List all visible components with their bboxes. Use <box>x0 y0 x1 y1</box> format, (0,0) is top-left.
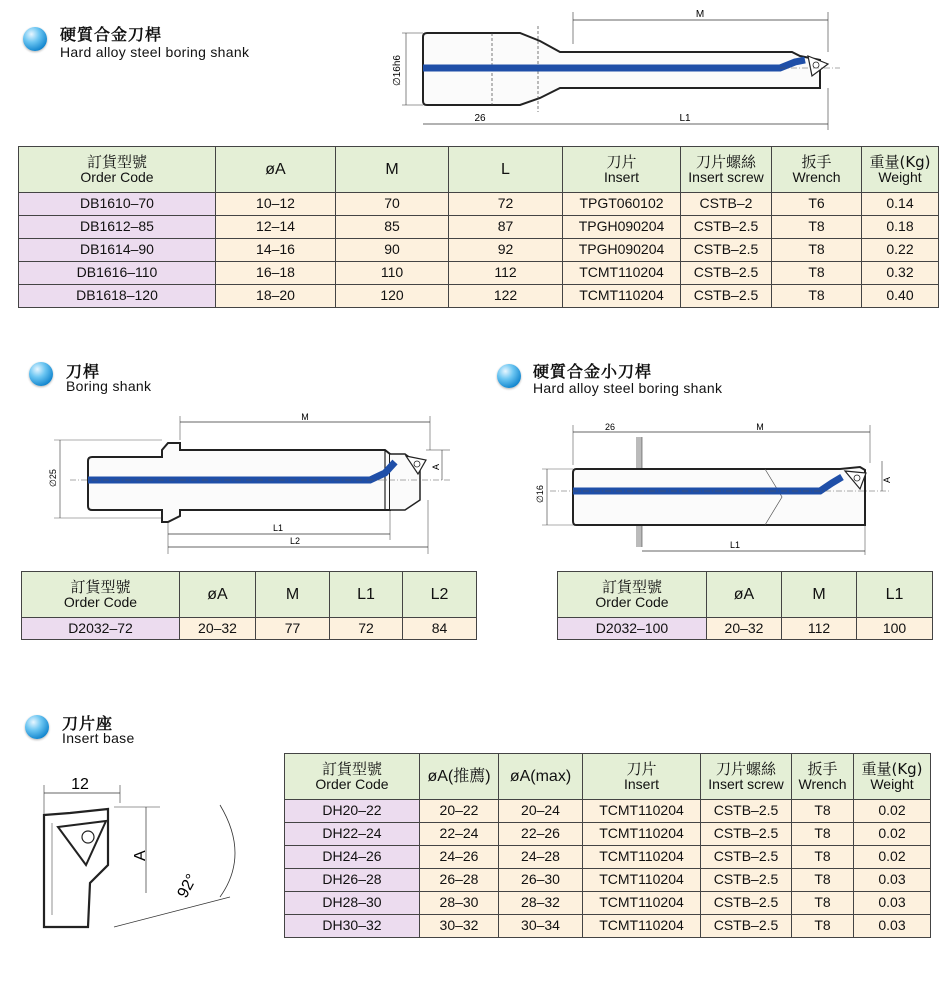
table-row <box>22 618 477 640</box>
order-code-cell: DH22–24 <box>285 823 420 846</box>
header-label: Wrench <box>798 776 847 793</box>
header-label: 刀片螺絲 <box>715 759 776 778</box>
header-insert <box>563 147 681 193</box>
dim-l1-label: L1 <box>679 113 691 124</box>
table-cell: T8 <box>772 239 862 262</box>
header-label: Insert <box>623 776 659 793</box>
table-cell: 12–14 <box>216 216 336 239</box>
table-cell: 20–32 <box>707 618 782 640</box>
header-label: 訂貨型號 <box>70 577 131 596</box>
table-row <box>285 892 931 915</box>
header-diameter-recommended <box>420 754 499 800</box>
section4-title-en: Insert base <box>62 730 135 746</box>
section4-title-cn: 刀片座 <box>62 714 114 733</box>
header-diameter <box>216 147 336 193</box>
table-header-row <box>558 572 933 618</box>
order-code-cell: DH24–26 <box>285 846 420 869</box>
table-cell: 70 <box>336 193 449 216</box>
header-label: M <box>812 585 826 603</box>
header-m <box>782 572 857 618</box>
header-label: L1 <box>357 585 375 603</box>
dim-l1-label: L1 <box>272 523 284 533</box>
table-cell: TPGH090204 <box>563 239 681 262</box>
header-label: Order Code <box>315 776 389 793</box>
dim-12-label: 12 <box>71 776 89 793</box>
header-l1 <box>330 572 403 618</box>
table-cell: CSTB–2.5 <box>681 239 772 262</box>
table-cell: 110 <box>336 262 449 285</box>
dim-m-label: M <box>756 422 764 432</box>
table-cell: T8 <box>792 800 854 823</box>
table-cell: TCMT110204 <box>583 892 701 915</box>
table-cell: T8 <box>772 285 862 308</box>
order-code-cell: DB1618–120 <box>19 285 216 308</box>
table-cell: T8 <box>792 823 854 846</box>
table-cell: 100 <box>857 618 933 640</box>
section2-spec-table <box>21 571 477 640</box>
table-cell: 72 <box>330 618 403 640</box>
table-cell: 0.03 <box>854 915 931 938</box>
table-cell: 120 <box>336 285 449 308</box>
table-cell: 90 <box>336 239 449 262</box>
table-cell: 112 <box>782 618 857 640</box>
dim-m-label: M <box>301 412 309 422</box>
table-cell: 14–16 <box>216 239 336 262</box>
table-cell: 28–30 <box>420 892 499 915</box>
table-cell: 0.03 <box>854 869 931 892</box>
table-cell: 0.02 <box>854 823 931 846</box>
table-cell: 84 <box>403 618 477 640</box>
header-insert <box>583 754 701 800</box>
table-cell: TCMT110204 <box>563 285 681 308</box>
header-label: L1 <box>885 585 904 603</box>
table-cell: T8 <box>792 869 854 892</box>
table-row <box>558 618 933 640</box>
dim-d-label: ∅16 <box>535 485 545 503</box>
table-cell: 24–28 <box>499 846 583 869</box>
table-cell: CSTB–2 <box>681 193 772 216</box>
header-wrench <box>792 754 854 800</box>
section3-spec-table <box>557 571 933 640</box>
header-diameter <box>180 572 256 618</box>
header-label: L2 <box>430 585 449 603</box>
header-label: øA <box>265 160 286 178</box>
header-label: 訂貨型號 <box>601 577 662 596</box>
header-label: 刀片 <box>606 152 637 171</box>
section1-spec-table <box>18 146 939 308</box>
table-cell: CSTB–2.5 <box>681 285 772 308</box>
header-label: Weight <box>878 169 922 186</box>
table-cell: T8 <box>792 915 854 938</box>
dim-26-label: 26 <box>474 113 486 124</box>
table-cell: 0.02 <box>854 846 931 869</box>
table-cell: 0.14 <box>862 193 939 216</box>
header-label: 重量(Kg) <box>861 759 923 778</box>
section2-title-cn: 刀桿 <box>66 362 101 381</box>
table-cell: TCMT110204 <box>583 823 701 846</box>
section-bullet-icon <box>25 715 49 739</box>
table-row <box>285 800 931 823</box>
section1-title-cn: 硬質合金刀桿 <box>60 25 163 44</box>
order-code-cell: D2032–100 <box>558 618 707 640</box>
header-label: Order Code <box>595 594 669 611</box>
table-cell: CSTB–2.5 <box>701 915 792 938</box>
table-cell: 72 <box>449 193 563 216</box>
table-cell: 20–32 <box>180 618 256 640</box>
table-cell: CSTB–2.5 <box>681 216 772 239</box>
table-cell: 30–34 <box>499 915 583 938</box>
section3-title-cn: 硬質合金小刀桿 <box>533 362 653 381</box>
table-cell: 30–32 <box>420 915 499 938</box>
table-header-row <box>19 147 939 193</box>
header-insert-screw <box>701 754 792 800</box>
table-cell: 22–24 <box>420 823 499 846</box>
table-header-row <box>285 754 931 800</box>
header-label: Wrench <box>792 169 841 186</box>
section-bullet-icon <box>29 362 53 386</box>
table-cell: 85 <box>336 216 449 239</box>
table-cell: 26–28 <box>420 869 499 892</box>
order-code-cell: D2032–72 <box>22 618 180 640</box>
table-cell: 0.32 <box>862 262 939 285</box>
table-cell: 87 <box>449 216 563 239</box>
header-label: 扳手 <box>807 759 838 778</box>
table-cell: TPGT060102 <box>563 193 681 216</box>
table-cell: 122 <box>449 285 563 308</box>
table-cell: 24–26 <box>420 846 499 869</box>
section2-shank-diagram <box>40 410 470 560</box>
table-row <box>285 915 931 938</box>
table-cell: T8 <box>772 216 862 239</box>
section-bullet-icon <box>23 27 47 51</box>
dim-l1-label: L1 <box>729 540 741 550</box>
table-row <box>285 869 931 892</box>
section3-shank-diagram <box>530 415 900 555</box>
header-diameter-max <box>499 754 583 800</box>
order-code-cell: DB1616–110 <box>19 262 216 285</box>
header-m <box>256 572 330 618</box>
dim-26-label: 26 <box>604 422 616 432</box>
table-cell: 28–32 <box>499 892 583 915</box>
header-order-code <box>558 572 707 618</box>
table-cell: 26–30 <box>499 869 583 892</box>
table-cell: CSTB–2.5 <box>701 892 792 915</box>
table-cell: TCMT110204 <box>583 869 701 892</box>
header-weight <box>854 754 931 800</box>
table-cell: 92 <box>449 239 563 262</box>
table-cell: TCMT110204 <box>563 262 681 285</box>
table-cell: 0.40 <box>862 285 939 308</box>
table-row <box>285 823 931 846</box>
table-cell: TCMT110204 <box>583 846 701 869</box>
table-row <box>19 216 939 239</box>
table-cell: 16–18 <box>216 262 336 285</box>
table-cell: T8 <box>772 262 862 285</box>
table-cell: 22–26 <box>499 823 583 846</box>
header-label: 訂貨型號 <box>86 152 147 171</box>
header-m <box>336 147 449 193</box>
header-label: Order Code <box>80 169 154 186</box>
header-wrench <box>772 147 862 193</box>
dim-a-label: A <box>431 463 441 470</box>
header-insert-screw <box>681 147 772 193</box>
header-label: 刀片 <box>626 759 657 778</box>
section4-insert-base-diagram <box>30 765 250 945</box>
table-cell: T6 <box>772 193 862 216</box>
table-cell: 20–24 <box>499 800 583 823</box>
header-label: Order Code <box>63 594 138 611</box>
header-l <box>449 147 563 193</box>
table-cell: 0.03 <box>854 892 931 915</box>
header-label: Weight <box>870 776 914 793</box>
header-label: øA <box>733 585 755 603</box>
table-cell: CSTB–2.5 <box>701 800 792 823</box>
section1-shank-diagram <box>380 4 850 134</box>
table-cell: 0.22 <box>862 239 939 262</box>
table-cell: TPGH090204 <box>563 216 681 239</box>
table-cell: CSTB–2.5 <box>701 823 792 846</box>
dim-angle-label: 92° <box>174 871 201 901</box>
header-label: M <box>385 160 399 178</box>
table-cell: 77 <box>256 618 330 640</box>
header-label: Insert screw <box>708 776 784 793</box>
order-code-cell: DH30–32 <box>285 915 420 938</box>
table-cell: 0.02 <box>854 800 931 823</box>
order-code-cell: DH28–30 <box>285 892 420 915</box>
table-cell: 10–12 <box>216 193 336 216</box>
order-code-cell: DH20–22 <box>285 800 420 823</box>
table-cell: 20–22 <box>420 800 499 823</box>
header-weight <box>862 147 939 193</box>
dim-m-label: M <box>695 9 705 20</box>
dim-a-label: A <box>882 476 892 483</box>
order-code-cell: DH26–28 <box>285 869 420 892</box>
header-order-code <box>285 754 420 800</box>
table-cell: 112 <box>449 262 563 285</box>
order-code-cell: DB1612–85 <box>19 216 216 239</box>
table-row <box>19 285 939 308</box>
header-label: Insert <box>603 169 639 186</box>
table-cell: T8 <box>792 846 854 869</box>
dim-l2-label: L2 <box>289 536 301 546</box>
header-label: 重量(Kg) <box>869 152 931 171</box>
table-row <box>285 846 931 869</box>
table-cell: 0.18 <box>862 216 939 239</box>
dim-d-label: ∅25 <box>48 469 58 487</box>
header-label: 刀片螺絲 <box>695 152 756 171</box>
table-cell: CSTB–2.5 <box>701 869 792 892</box>
section3-title-en: Hard alloy steel boring shank <box>533 380 723 396</box>
table-header-row <box>22 572 477 618</box>
header-label: Insert screw <box>688 169 764 186</box>
header-label: L <box>501 160 510 178</box>
header-order-code <box>22 572 180 618</box>
header-label: øA <box>207 585 228 603</box>
table-row <box>19 262 939 285</box>
header-l1 <box>857 572 933 618</box>
order-code-cell: DB1614–90 <box>19 239 216 262</box>
header-label: M <box>285 585 300 603</box>
table-cell: TCMT110204 <box>583 800 701 823</box>
table-row <box>19 239 939 262</box>
header-l2 <box>403 572 477 618</box>
order-code-cell: DB1610–70 <box>19 193 216 216</box>
header-label: 扳手 <box>801 152 832 171</box>
table-cell: T8 <box>792 892 854 915</box>
header-order-code <box>19 147 216 193</box>
table-cell: CSTB–2.5 <box>681 262 772 285</box>
section-bullet-icon <box>497 364 521 388</box>
section4-spec-table <box>284 753 931 938</box>
table-cell: CSTB–2.5 <box>701 846 792 869</box>
section1-title-en: Hard alloy steel boring shank <box>60 44 250 60</box>
section2-title-en: Boring shank <box>66 378 152 394</box>
header-label: 訂貨型號 <box>321 759 382 778</box>
header-diameter <box>707 572 782 618</box>
header-label: øA(max) <box>509 767 572 785</box>
dim-d-label: ∅16h6 <box>392 55 403 86</box>
table-cell: TCMT110204 <box>583 915 701 938</box>
header-label: øA(推薦) <box>427 767 491 785</box>
table-row <box>19 193 939 216</box>
table-cell: 18–20 <box>216 285 336 308</box>
dim-a-label: A <box>132 850 149 861</box>
